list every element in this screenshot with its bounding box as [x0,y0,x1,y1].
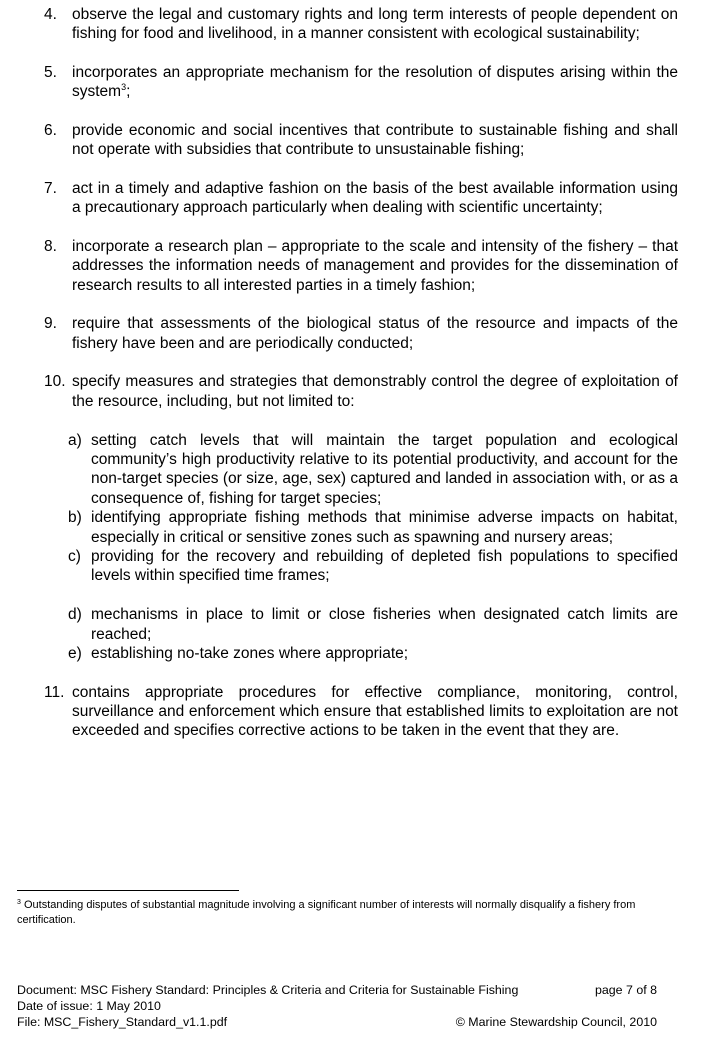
list-item [44,5,678,44]
footnote-text: Outstanding disputes of substantial magnitude involving a significant number of interests will normally disqualify a fishery from certification. [17,899,636,926]
item-number: 4. [44,6,57,23]
item-number: 11. [44,683,65,701]
criteria-list [44,5,678,760]
item-text: specify measures and strategies that demonstrably control the degree of exploitation of the resource, including, but not limited to: [72,373,678,410]
footnote [17,898,679,928]
list-item [44,683,678,741]
footer-date-row [17,998,657,1014]
item-number: 8. [44,238,57,255]
item-number: 9. [44,315,57,333]
sub-item-text: identifying appropriate fishing methods that minimise adverse impacts on habitat, especially in critical or sensitive zones such as spawning and nursery areas; [91,509,678,546]
sub-list-item [68,508,678,547]
list-item [44,237,678,295]
footnote-reference[interactable]: 3 [121,82,127,93]
sub-item-text: providing for the recovery and rebuilding of depleted fish populations to specified levels within specified time frames; [91,548,678,585]
sub-item-letter: e) [68,645,82,663]
sub-item-letter: b) [68,509,82,527]
sub-list-item [68,605,678,644]
item-text: incorporates an appropriate mechanism for the resolution of disputes arising within the system [72,64,678,101]
item-number: 6. [44,122,57,139]
item-number: 5. [44,64,57,81]
footer-file-name: File: MSC_Fishery_Standard_v1.1.pdf [17,1015,228,1030]
list-item [44,63,678,102]
item-text: require that assessments of the biological status of the resource and impacts of the fishery have been and are periodically conducted; [72,315,678,352]
item-text-end: ; [126,83,131,101]
sub-list-item [68,431,678,509]
sub-list-item [68,547,678,586]
sub-item-text: establishing no-take zones where appropriate; [91,645,409,663]
sub-item-text: mechanisms in place to limit or close fisheries when designated catch limits are reached; [91,606,678,643]
footnote-divider [17,890,239,891]
item-text-container [72,63,678,102]
item-number: 10. [44,373,66,391]
sub-list-item [68,644,678,663]
item-text: incorporate a research plan – appropriate to the scale and intensity of the fishery – that addresses the information needs of management and provides for the dissemination of research results to all interested parties in a timely fashion; [72,238,678,294]
footer-copyright: © Marine Stewardship Council, 2010 [455,1015,657,1030]
footnote-marker: 3 [17,899,21,906]
sub-list [68,431,678,664]
item-text: provide economic and social incentives that contribute to sustainable fishing and shall not operate with subsidies that contribute to unsustainable fishing; [72,122,678,159]
page-footer [17,982,657,1031]
list-item [44,179,678,218]
footer-document-row [17,982,657,998]
sub-item-letter: d) [68,606,82,624]
sub-item-text: setting catch levels that will maintain the target population and ecological community’s high productivity relative to its potential productivity, and account for the non-target species (or size, age, sex) captured and landed in association with, or as a consequence of, fishing for target species; [91,431,678,507]
list-item [44,314,678,353]
item-number: 7. [44,180,57,197]
footer-page-number: page 7 of 8 [594,983,657,997]
list-item [44,121,678,160]
footer-file-row [17,1014,657,1030]
footer-issue-date: Date of issue: 1 May 2010 [17,999,161,1014]
sub-item-letter: c) [68,548,81,566]
sub-item-letter: a) [68,431,82,449]
item-text: act in a timely and adaptive fashion on the basis of the best available information using a precautionary approach particularly when dealing with scientific uncertainty; [72,180,678,217]
footer-document-title: Document: MSC Fishery Standard: Principles & Criteria and Criteria for Sustainable Fishing [17,983,519,997]
item-text: observe the legal and customary rights and long term interests of people dependent on fishing for food and livelihood, in a manner consistent with ecological sustainability; [72,6,678,43]
list-item [44,372,678,663]
item-text: contains appropriate procedures for effective compliance, monitoring, control, surveillance and enforcement which ensure that established limits to exploitation are not exceeded and specifies corrective actions to be taken in the event that they are. [72,683,678,740]
